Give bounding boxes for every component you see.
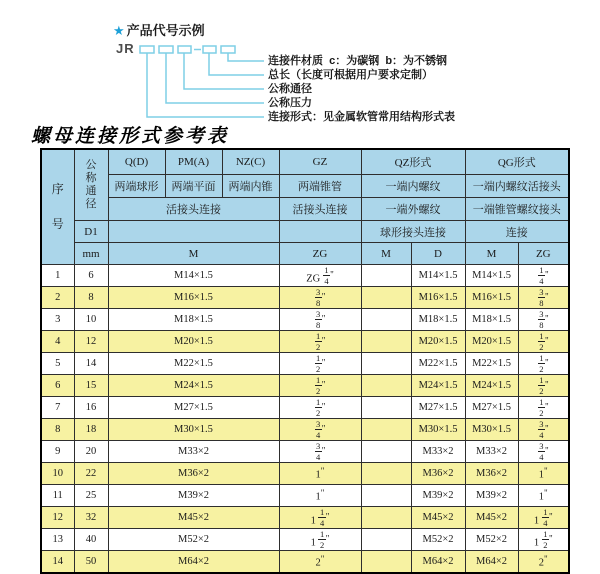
table-cell: ZG $\frac{1}{4}$ " <box>279 265 361 287</box>
table-cell: $\frac{3}{8}$ " <box>518 287 569 309</box>
table-row <box>41 507 569 529</box>
table-cell: 1" <box>518 463 569 485</box>
header-mm: mm <box>74 243 108 265</box>
table-row <box>41 485 569 507</box>
table-cell: M14×1.5 <box>108 265 279 287</box>
table-cell: 8 <box>41 419 74 441</box>
header-gz-desc: 两端锥管 <box>279 175 361 198</box>
table-title: 螺母连接形式参考表 <box>31 126 230 147</box>
table-cell: $\frac{1}{2}$ " <box>279 375 361 397</box>
header-gz-connection: 活接头连接 <box>279 198 361 221</box>
table-cell <box>361 287 411 309</box>
table-cell: 10 <box>74 309 108 331</box>
table-cell: 50 <box>74 551 108 574</box>
table-cell: M27×1.5 <box>411 397 465 419</box>
table-row <box>41 331 569 353</box>
header-row-4 <box>41 221 569 243</box>
table-row <box>41 419 569 441</box>
table-cell: M20×1.5 <box>108 331 279 353</box>
header-pm: PM(A) <box>165 149 222 175</box>
code-box <box>221 46 235 53</box>
table-cell: 14 <box>74 353 108 375</box>
table-cell: M22×1.5 <box>465 353 518 375</box>
table-cell: $\frac{1}{2}$ " <box>518 397 569 419</box>
table-cell: 9 <box>41 441 74 463</box>
table-row <box>41 265 569 287</box>
header-qz-row4: 球形接头连接 <box>361 221 465 243</box>
table-row <box>41 529 569 551</box>
table-body <box>41 265 569 574</box>
header-blank-gz <box>279 221 361 243</box>
table-cell: M14×1.5 <box>411 265 465 287</box>
leader-line-diameter <box>184 53 264 89</box>
header-blank-left <box>108 221 279 243</box>
diagram-label-material: 连接件材质 c：为碳钢 b：为不锈钢 <box>268 55 448 67</box>
table-cell <box>361 353 411 375</box>
table-cell: $\frac{3}{8}$ " <box>518 309 569 331</box>
leader-line-length <box>209 53 264 75</box>
table-row <box>41 441 569 463</box>
table-cell: M27×1.5 <box>465 397 518 419</box>
table-cell: M64×2 <box>465 551 518 574</box>
table-row <box>41 551 569 574</box>
table-row <box>41 463 569 485</box>
table-cell: 1" <box>279 485 361 507</box>
header-pm-desc: 两端平面 <box>165 175 222 198</box>
header-union-connection: 活接头连接 <box>108 198 279 221</box>
table-cell: $\frac{1}{2}$ " <box>518 353 569 375</box>
header-q-desc: 两端球形 <box>108 175 165 198</box>
table-cell: 2" <box>279 551 361 574</box>
star-icon: ★ <box>113 23 125 38</box>
table-cell: 6 <box>74 265 108 287</box>
table-cell: 4 <box>41 331 74 353</box>
table-row <box>41 287 569 309</box>
leader-line-connection <box>147 53 264 117</box>
product-code-heading-text: 产品代号示例 <box>126 23 205 38</box>
table-cell: $\frac{3}{8}$ " <box>279 309 361 331</box>
header-qg-desc: 一端内螺纹活接头 <box>465 175 569 198</box>
table-cell: M64×2 <box>108 551 279 574</box>
table-cell: 1" <box>518 485 569 507</box>
table-cell: 40 <box>74 529 108 551</box>
table-cell: M52×2 <box>411 529 465 551</box>
table-cell: $\frac{3}{4}$ " <box>279 419 361 441</box>
table-cell: M45×2 <box>411 507 465 529</box>
table-cell: $\frac{1}{2}$ " <box>279 397 361 419</box>
table-cell: 15 <box>74 375 108 397</box>
table-cell: 11 <box>41 485 74 507</box>
table-cell: M33×2 <box>108 441 279 463</box>
table-cell: 18 <box>74 419 108 441</box>
product-code-prefix: JR <box>116 41 135 56</box>
table-cell: M22×1.5 <box>411 353 465 375</box>
table-cell: $\frac{3}{4}$ " <box>279 441 361 463</box>
table-cell: M39×2 <box>465 485 518 507</box>
table-cell: 1 <box>41 265 74 287</box>
table-cell <box>361 551 411 574</box>
table-cell: M14×1.5 <box>465 265 518 287</box>
table-cell: 7 <box>41 397 74 419</box>
table-cell: M27×1.5 <box>108 397 279 419</box>
header-q: Q(D) <box>108 149 165 175</box>
nut-connection-table <box>40 148 570 574</box>
table-cell: 1 $\frac{1}{4}$ " <box>518 507 569 529</box>
table-cell: $\frac{1}{2}$ " <box>279 353 361 375</box>
diagram-label-connection: 连接形式：见金属软管常用结构形式表 <box>268 111 455 123</box>
code-box <box>159 46 173 53</box>
table-cell: M16×1.5 <box>465 287 518 309</box>
table-row <box>41 309 569 331</box>
header-gz: GZ <box>279 149 361 175</box>
table-cell: 32 <box>74 507 108 529</box>
table-cell: 1 $\frac{1}{2}$ " <box>279 529 361 551</box>
table-cell: $\frac{3}{4}$ " <box>518 419 569 441</box>
header-qg-row3: 一端锥管螺纹接头 <box>465 198 569 221</box>
leader-line-material <box>228 53 264 61</box>
table-cell: M20×1.5 <box>411 331 465 353</box>
table-cell <box>361 507 411 529</box>
table-cell: M24×1.5 <box>108 375 279 397</box>
code-box <box>203 46 216 53</box>
table-cell <box>361 485 411 507</box>
table-row <box>41 397 569 419</box>
table-cell: 2 <box>41 287 74 309</box>
header-m: M <box>108 243 279 265</box>
table-cell: M64×2 <box>411 551 465 574</box>
table-cell: 8 <box>74 287 108 309</box>
header-row-2 <box>41 175 569 198</box>
table-cell: $\frac{1}{4}$ " <box>518 265 569 287</box>
table-cell: M16×1.5 <box>411 287 465 309</box>
header-row-3 <box>41 198 569 221</box>
table-cell: M18×1.5 <box>411 309 465 331</box>
product-code-heading <box>113 20 205 39</box>
table-cell: 22 <box>74 463 108 485</box>
table-cell: M36×2 <box>411 463 465 485</box>
header-nz: NZ(C) <box>222 149 279 175</box>
header-row-1 <box>41 149 569 175</box>
header-qg: QG形式 <box>465 149 569 175</box>
table-cell: $\frac{3}{4}$ " <box>518 441 569 463</box>
table-cell: M33×2 <box>465 441 518 463</box>
table-cell: 25 <box>74 485 108 507</box>
table-cell: M24×1.5 <box>465 375 518 397</box>
table-row <box>41 353 569 375</box>
header-d1: D1 <box>74 221 108 243</box>
table-cell: 12 <box>74 331 108 353</box>
table-cell: 20 <box>74 441 108 463</box>
diagram-label-pressure: 公称压力 <box>268 97 312 109</box>
table-cell: M20×1.5 <box>465 331 518 353</box>
code-box <box>178 46 191 53</box>
table-cell: $\frac{3}{8}$ " <box>279 287 361 309</box>
table-cell <box>361 331 411 353</box>
table-cell <box>361 265 411 287</box>
header-qz: QZ形式 <box>361 149 465 175</box>
table-cell: M22×1.5 <box>108 353 279 375</box>
table-cell: 12 <box>41 507 74 529</box>
table-cell: M18×1.5 <box>108 309 279 331</box>
header-qz-d: D <box>411 243 465 265</box>
table-cell: M16×1.5 <box>108 287 279 309</box>
table-cell: $\frac{1}{2}$ " <box>518 331 569 353</box>
table-cell <box>361 397 411 419</box>
header-qz-desc: 一端内螺纹 <box>361 175 465 198</box>
table-cell: M45×2 <box>108 507 279 529</box>
table-cell: 5 <box>41 353 74 375</box>
table-cell: 10 <box>41 463 74 485</box>
table-cell: 2" <box>518 551 569 574</box>
code-box <box>140 46 154 53</box>
table-cell: M24×1.5 <box>411 375 465 397</box>
header-qz-row3: 一端外螺纹 <box>361 198 465 221</box>
table-cell: M18×1.5 <box>465 309 518 331</box>
table-cell <box>361 375 411 397</box>
header-row-5 <box>41 243 569 265</box>
table-cell <box>361 309 411 331</box>
table-cell <box>361 419 411 441</box>
table-cell: 1 $\frac{1}{4}$ " <box>279 507 361 529</box>
table-cell: M30×1.5 <box>108 419 279 441</box>
table-cell: 3 <box>41 309 74 331</box>
table-row <box>41 375 569 397</box>
table-cell: 1 $\frac{1}{2}$ " <box>518 529 569 551</box>
diagram-label-length: 总长（长度可根据用户要求定制） <box>268 69 433 81</box>
table-cell: 6 <box>41 375 74 397</box>
header-nz-desc: 两端内锥 <box>222 175 279 198</box>
table-cell: M52×2 <box>465 529 518 551</box>
header-qg-zg: ZG <box>518 243 569 265</box>
table-cell: M33×2 <box>411 441 465 463</box>
table-cell: M30×1.5 <box>411 419 465 441</box>
table-cell <box>361 529 411 551</box>
table-cell: 1" <box>279 463 361 485</box>
header-qz-m: M <box>361 243 411 265</box>
diagram-label-diameter: 公称通径 <box>268 83 312 95</box>
table-cell <box>361 463 411 485</box>
header-qg-row4: 连接 <box>465 221 569 243</box>
table-cell: M36×2 <box>465 463 518 485</box>
header-zg: ZG <box>279 243 361 265</box>
table-cell <box>361 441 411 463</box>
table-cell: M45×2 <box>465 507 518 529</box>
header-seq: 序 号 <box>41 149 74 265</box>
header-qg-m: M <box>465 243 518 265</box>
table-cell: $\frac{1}{2}$ " <box>279 331 361 353</box>
table-cell: 14 <box>41 551 74 574</box>
table-cell: 13 <box>41 529 74 551</box>
table-cell: M36×2 <box>108 463 279 485</box>
table-cell: $\frac{1}{2}$ " <box>518 375 569 397</box>
table-cell: M39×2 <box>411 485 465 507</box>
table-cell: M30×1.5 <box>465 419 518 441</box>
table-cell: M39×2 <box>108 485 279 507</box>
header-nominal-diameter: 公 称 通 径 <box>74 149 108 221</box>
table-cell: 16 <box>74 397 108 419</box>
table-cell: M52×2 <box>108 529 279 551</box>
